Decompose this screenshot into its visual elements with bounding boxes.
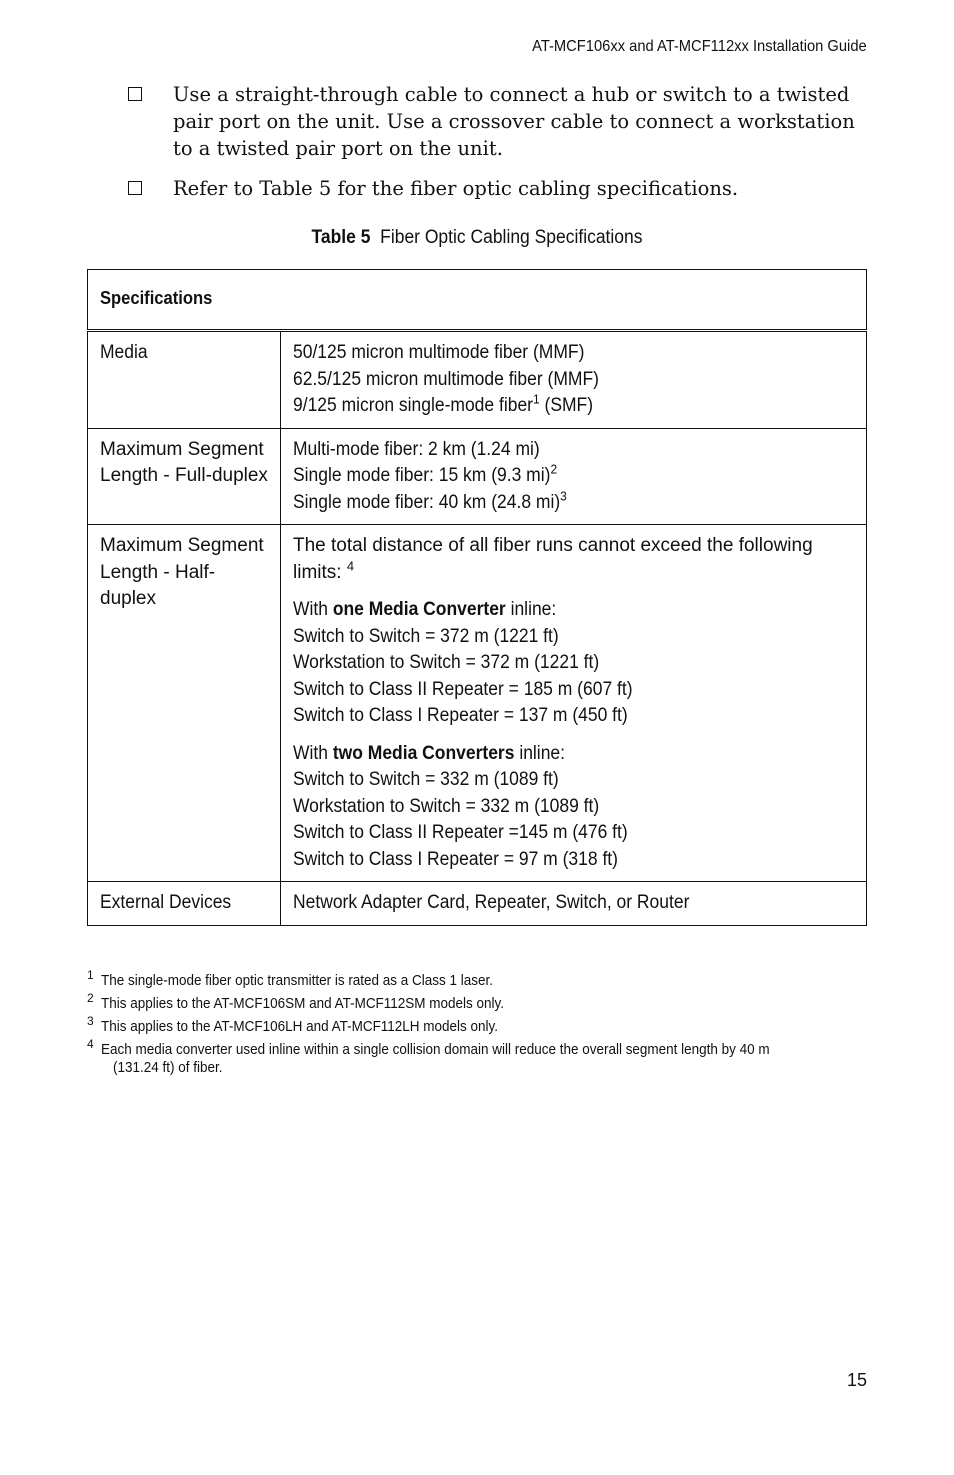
bullet-item xyxy=(128,175,868,202)
group-heading-bold: one Media Converter xyxy=(332,599,506,620)
full-duplex-line: Multi-mode fiber: 2 km (1.24 mi) xyxy=(293,438,540,460)
half-duplex-intro-text: The total distance of all fiber runs cannot exceed the following limits: xyxy=(293,535,813,583)
footnote-number: 1 xyxy=(87,968,94,982)
footnote-ref-2: 2 xyxy=(550,461,558,477)
table-row xyxy=(88,331,867,429)
distance-line: Switch to Class II Repeater = 185 m (607 ft) xyxy=(293,678,633,700)
bullet-text: Refer to Table 5 for the fiber optic cabling specifications. xyxy=(173,177,739,200)
footnote-ref-3: 3 xyxy=(560,488,567,504)
footnote-text: The single-mode fiber optic transmitter is rated as a Class 1 laser. xyxy=(101,973,493,989)
media-line: 50/125 micron multimode fiber (MMF) xyxy=(293,342,585,363)
table-header-text: Specifications xyxy=(100,288,213,308)
table-caption-label: Table 5 xyxy=(311,227,371,248)
footnote-number: 4 xyxy=(87,1037,94,1051)
footnote-text: Each media converter used inline within a single collision domain will reduce the overall segment length by 40 m xyxy=(101,1042,770,1058)
media-line xyxy=(293,393,593,420)
row-label-full-duplex xyxy=(88,428,281,525)
group-heading-bold: two Media Converters xyxy=(332,742,515,764)
row-label-text: Media xyxy=(100,342,148,363)
row-label-external-devices xyxy=(88,882,281,926)
footnote xyxy=(87,1039,867,1080)
footnote-continuation: (131.24 ft) of fiber. xyxy=(113,1060,223,1076)
two-converters-group xyxy=(293,741,854,874)
footnotes xyxy=(87,970,867,1080)
distance-line: Switch to Class I Repeater = 97 m (318 ft) xyxy=(293,848,618,870)
footnote xyxy=(87,993,867,1016)
row-value-half-duplex xyxy=(281,525,867,882)
row-value-full-duplex xyxy=(281,428,867,525)
footnote-ref-1: 1 xyxy=(532,391,540,407)
half-duplex-intro xyxy=(293,533,854,586)
media-line: 62.5/125 micron multimode fiber (MMF) xyxy=(293,368,600,390)
group-heading-post: inline: xyxy=(514,742,565,764)
table-header-row xyxy=(88,270,867,331)
media-line-suffix: (SMF) xyxy=(539,395,594,416)
distance-line: Switch to Class I Repeater = 137 m (450 ft) xyxy=(293,705,628,726)
full-duplex-line xyxy=(293,463,557,490)
full-duplex-line-text: Single mode fiber: 15 km (9.3 mi) xyxy=(293,465,551,486)
footnote-number: 3 xyxy=(87,1014,94,1028)
page-number: 15 xyxy=(846,1370,867,1390)
group-heading-post: inline: xyxy=(505,599,557,620)
footnote xyxy=(87,1016,867,1039)
row-label-media xyxy=(88,331,281,429)
distance-line: Switch to Switch = 372 m (1221 ft) xyxy=(293,625,559,647)
footnote-ref-4: 4 xyxy=(346,558,355,574)
group-heading xyxy=(293,741,565,768)
footnote-text: This applies to the AT-MCF106SM and AT-MCF112SM models only. xyxy=(101,996,504,1012)
table-row xyxy=(88,882,867,926)
distance-line: Workstation to Switch = 372 m (1221 ft) xyxy=(293,652,600,673)
bullet-text: Use a straight-through cable to connect a hub or switch to a twisted pair port on the unit. Use a crossover cable to connect a workstation to a twisted pair port on the unit. xyxy=(173,83,855,160)
fiber-spec-table xyxy=(87,269,867,926)
distance-line: Switch to Switch = 332 m (1089 ft) xyxy=(293,769,559,790)
row-value-text: Network Adapter Card, Repeater, Switch, or Router xyxy=(293,892,690,913)
footnote-text: This applies to the AT-MCF106LH and AT-MCF112LH models only. xyxy=(101,1019,498,1035)
row-label-text: Maximum Segment Length - Full-duplex xyxy=(100,438,268,486)
one-converter-group xyxy=(293,597,854,730)
row-value-media xyxy=(281,331,867,429)
row-label-text: External Devices xyxy=(100,892,232,913)
checkbox-bullet-icon xyxy=(128,181,142,195)
running-header: AT-MCF106xx and AT-MCF112xx Installation Guide xyxy=(532,38,867,55)
footnote-number: 2 xyxy=(87,991,94,1005)
table-header-cell xyxy=(88,270,867,331)
full-duplex-line xyxy=(293,490,567,517)
media-line-text: 9/125 micron single-mode fiber xyxy=(293,395,533,416)
table-caption-title: Fiber Optic Cabling Specifications xyxy=(380,227,643,248)
footnote xyxy=(87,970,867,993)
checkbox-bullet-icon xyxy=(128,87,142,101)
full-duplex-line-text: Single mode fiber: 40 km (24.8 mi) xyxy=(293,491,561,513)
row-label-half-duplex xyxy=(88,525,281,882)
distance-line: Workstation to Switch = 332 m (1089 ft) xyxy=(293,795,600,817)
distance-line: Switch to Class II Repeater =145 m (476 ft) xyxy=(293,822,628,843)
group-heading-pre: With xyxy=(293,742,333,764)
table-caption xyxy=(38,227,916,249)
table-row xyxy=(88,428,867,525)
group-heading xyxy=(293,597,556,624)
row-label-text: Maximum Segment Length - Half-duplex xyxy=(100,535,264,609)
bullet-item xyxy=(128,81,868,162)
row-value-external-devices xyxy=(281,882,867,926)
group-heading-pre: With xyxy=(293,599,333,620)
table-row xyxy=(88,525,867,882)
